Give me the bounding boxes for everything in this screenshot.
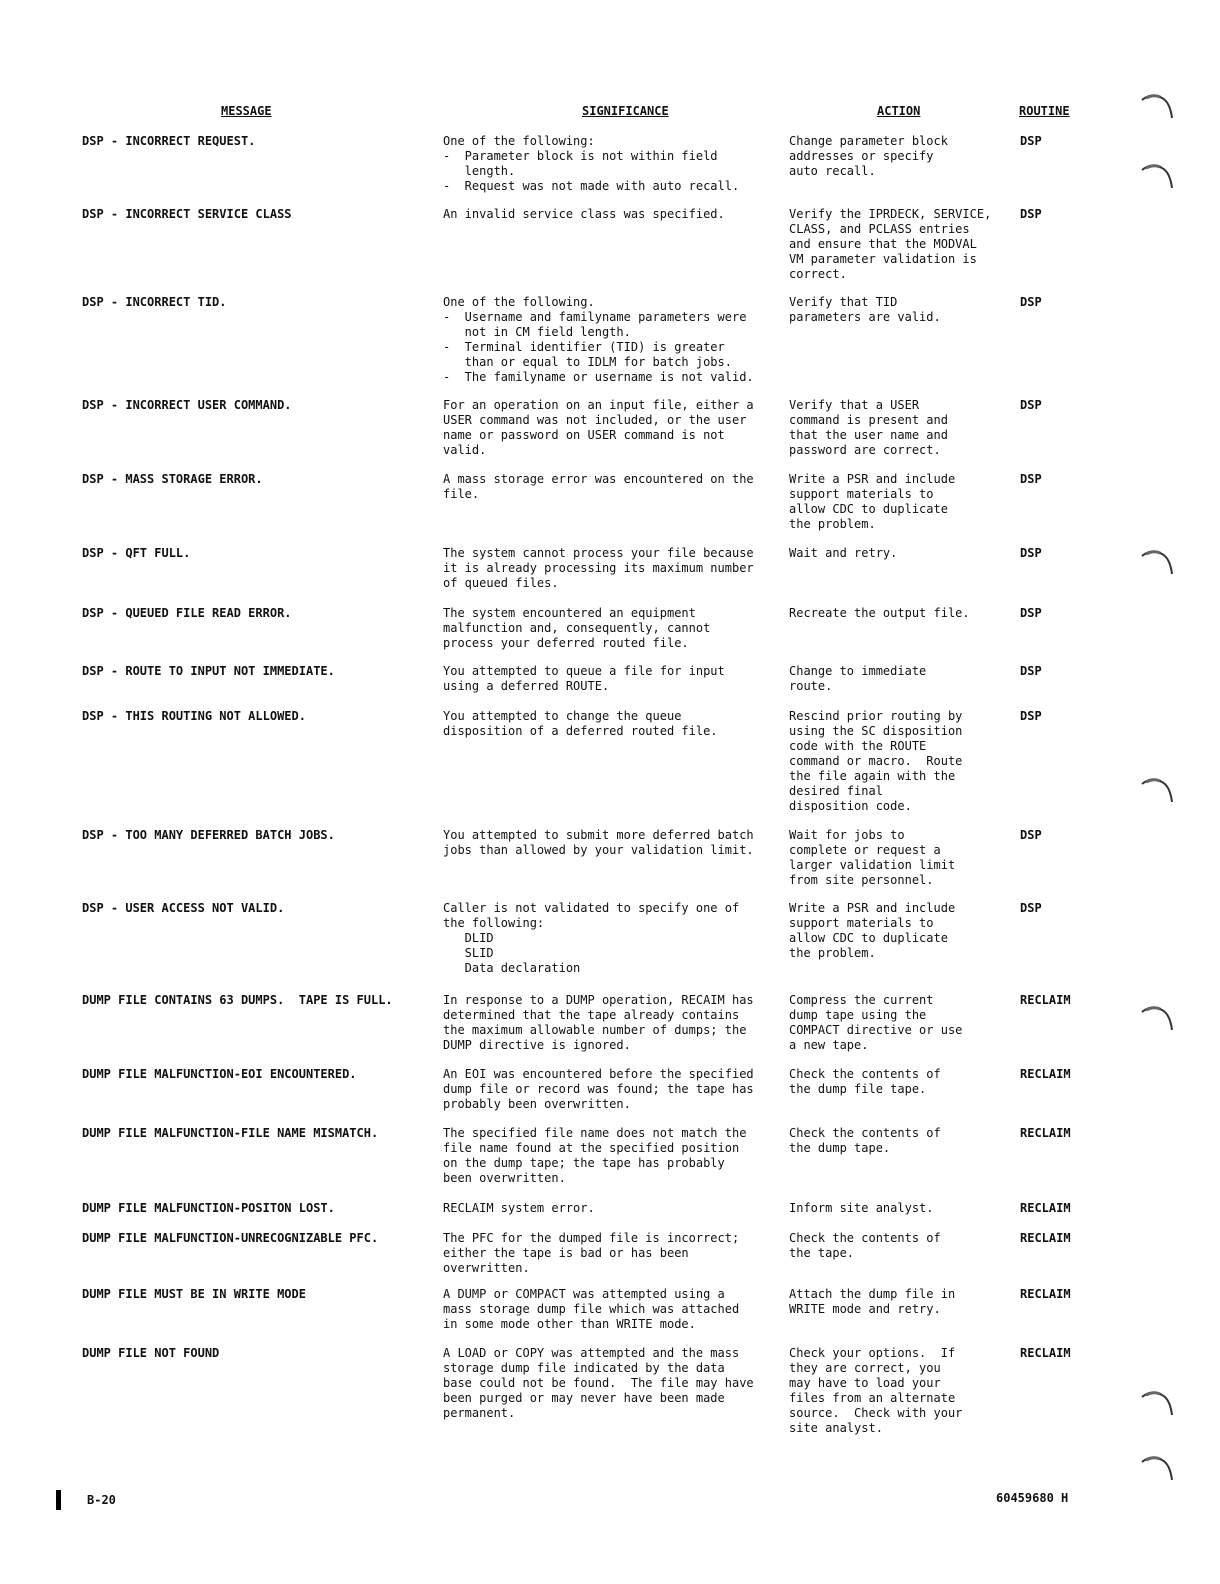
significance-line: One of the following.	[443, 295, 595, 309]
routine-column-header: ROUTINE	[1019, 104, 1070, 118]
routine-text: DSP	[1020, 901, 1042, 915]
action-line: that the user name and	[789, 428, 948, 442]
routine-text: RECLAIM	[1020, 1231, 1071, 1245]
significance-text	[443, 1067, 773, 1112]
action-text	[789, 709, 1004, 814]
significance-line: jobs than allowed by your validation limit.	[443, 843, 754, 857]
action-line: correct.	[789, 267, 847, 281]
action-line: Check the contents of	[789, 1231, 941, 1245]
message-column-header: MESSAGE	[221, 104, 272, 118]
action-line: Wait for jobs to	[789, 828, 905, 842]
routine-text: RECLAIM	[1020, 1201, 1071, 1215]
message-text: DUMP FILE MALFUNCTION-POSITON LOST.	[82, 1201, 335, 1215]
binder-mark-icon	[1138, 158, 1178, 198]
action-text	[789, 993, 1004, 1053]
routine-text: RECLAIM	[1020, 1067, 1071, 1081]
significance-line: using a deferred ROUTE.	[443, 679, 610, 693]
significance-line: - The familyname or username is not valid.	[443, 370, 754, 384]
action-text	[789, 134, 1004, 179]
change-bar	[56, 1490, 61, 1510]
action-line: desired final	[789, 784, 883, 798]
action-line: CLASS, and PCLASS entries	[789, 222, 970, 236]
routine-text: DSP	[1020, 134, 1042, 148]
significance-line: on the dump tape; the tape has probably	[443, 1156, 725, 1170]
action-line: Check the contents of	[789, 1126, 941, 1140]
routine-text: DSP	[1020, 207, 1042, 221]
routine-text: DSP	[1020, 398, 1042, 412]
significance-line: RECLAIM system error.	[443, 1201, 595, 1215]
action-text	[789, 1067, 1004, 1097]
significance-text	[443, 1231, 773, 1276]
message-text: DSP - INCORRECT USER COMMAND.	[82, 398, 292, 412]
document-number: 60459680 H	[996, 1491, 1069, 1505]
action-text	[789, 1231, 1004, 1261]
significance-line: the following:	[443, 916, 545, 930]
significance-column-header: SIGNIFICANCE	[582, 104, 669, 118]
action-line: the tape.	[789, 1246, 855, 1260]
significance-text	[443, 606, 773, 651]
action-line: from site personnel.	[789, 873, 934, 887]
significance-line: For an operation on an input file, either a	[443, 398, 754, 412]
significance-line: file name found at the specified position	[443, 1141, 740, 1155]
action-line: the problem.	[789, 517, 876, 531]
binder-mark-icon	[1138, 1385, 1178, 1425]
significance-line: overwritten.	[443, 1261, 530, 1275]
significance-line: - Request was not made with auto recall.	[443, 179, 740, 193]
significance-line: The PFC for the dumped file is incorrect;	[443, 1231, 740, 1245]
significance-line: length.	[443, 164, 516, 178]
significance-line: DLID	[443, 931, 494, 945]
action-line: Check your options. If	[789, 1346, 956, 1360]
message-text: DSP - ROUTE TO INPUT NOT IMMEDIATE.	[82, 664, 335, 678]
action-text	[789, 1287, 1004, 1317]
significance-line: The specified file name does not match the	[443, 1126, 747, 1140]
significance-line: You attempted to change the queue	[443, 709, 682, 723]
significance-text	[443, 1287, 773, 1332]
significance-line: of queued files.	[443, 576, 559, 590]
significance-line: mass storage dump file which was attached	[443, 1302, 740, 1316]
action-line: Change parameter block	[789, 134, 948, 148]
action-line: and ensure that the MODVAL	[789, 237, 977, 251]
action-line: Compress the current	[789, 993, 934, 1007]
routine-text: DSP	[1020, 472, 1042, 486]
message-text: DUMP FILE MALFUNCTION-EOI ENCOUNTERED.	[82, 1067, 357, 1081]
action-text	[789, 828, 1004, 888]
significance-text	[443, 993, 773, 1053]
action-line: addresses or specify	[789, 149, 934, 163]
routine-text: DSP	[1020, 709, 1042, 723]
significance-line: probably been overwritten.	[443, 1097, 631, 1111]
action-text	[789, 664, 1004, 694]
action-line: Attach the dump file in	[789, 1287, 956, 1301]
message-text: DSP - INCORRECT TID.	[82, 295, 227, 309]
message-text: DUMP FILE MALFUNCTION-FILE NAME MISMATCH.	[82, 1126, 379, 1140]
action-line: code with the ROUTE	[789, 739, 927, 753]
action-line: Change to immediate	[789, 664, 927, 678]
significance-line: been purged or may never have been made	[443, 1391, 725, 1405]
action-line: Verify that TID	[789, 295, 898, 309]
message-text: DUMP FILE NOT FOUND	[82, 1346, 220, 1360]
message-text: DUMP FILE MUST BE IN WRITE MODE	[82, 1287, 306, 1301]
routine-text: RECLAIM	[1020, 1287, 1071, 1301]
action-line: larger validation limit	[789, 858, 956, 872]
action-line: Write a PSR and include	[789, 472, 956, 486]
significance-line: DUMP directive is ignored.	[443, 1038, 631, 1052]
action-line: disposition code.	[789, 799, 912, 813]
action-text	[789, 1126, 1004, 1156]
significance-line: You attempted to submit more deferred batch	[443, 828, 754, 842]
significance-line: The system encountered an equipment	[443, 606, 696, 620]
significance-line: An invalid service class was specified.	[443, 207, 725, 221]
action-line: command or macro. Route	[789, 754, 963, 768]
action-line: COMPACT directive or use	[789, 1023, 963, 1037]
binder-mark-icon	[1138, 88, 1178, 128]
significance-line: USER command was not included, or the user	[443, 413, 747, 427]
binder-mark-icon	[1138, 1450, 1178, 1490]
action-line: Rescind prior routing by	[789, 709, 963, 723]
significance-line: than or equal to IDLM for batch jobs.	[443, 355, 732, 369]
action-line: auto recall.	[789, 164, 876, 178]
significance-line: An EOI was encountered before the specified	[443, 1067, 754, 1081]
significance-line: base could not be found. The file may have	[443, 1376, 754, 1390]
significance-line: In response to a DUMP operation, RECAIM has	[443, 993, 754, 1007]
significance-line: permanent.	[443, 1406, 516, 1420]
significance-line: storage dump file indicated by the data	[443, 1361, 725, 1375]
message-text: DSP - INCORRECT REQUEST.	[82, 134, 256, 148]
page-number: B-20	[87, 1493, 116, 1507]
action-line: the dump tape.	[789, 1141, 891, 1155]
significance-line: not in CM field length.	[443, 325, 631, 339]
action-line: password are correct.	[789, 443, 941, 457]
action-line: allow CDC to duplicate	[789, 931, 948, 945]
significance-text	[443, 207, 773, 222]
significance-line: - Parameter block is not within field	[443, 149, 718, 163]
action-line: files from an alternate	[789, 1391, 956, 1405]
routine-text: DSP	[1020, 546, 1042, 560]
significance-text	[443, 901, 773, 976]
action-line: Verify the IPRDECK, SERVICE,	[789, 207, 992, 221]
action-line: Verify that a USER	[789, 398, 920, 412]
action-line: Wait and retry.	[789, 546, 898, 560]
significance-text	[443, 1126, 773, 1186]
action-text	[789, 546, 1004, 561]
significance-line: the maximum allowable number of dumps; the	[443, 1023, 747, 1037]
action-text	[789, 295, 1004, 325]
significance-text	[443, 134, 773, 194]
significance-text	[443, 398, 773, 458]
significance-text	[443, 828, 773, 858]
significance-line: been overwritten.	[443, 1171, 566, 1185]
significance-line: determined that the tape already contains	[443, 1008, 740, 1022]
action-line: Check the contents of	[789, 1067, 941, 1081]
action-line: support materials to	[789, 916, 934, 930]
action-line: site analyst.	[789, 1421, 883, 1435]
significance-line: Data declaration	[443, 961, 581, 975]
action-line: VM parameter validation is	[789, 252, 977, 266]
significance-line: disposition of a deferred routed file.	[443, 724, 718, 738]
message-text: DSP - MASS STORAGE ERROR.	[82, 472, 263, 486]
significance-text	[443, 472, 773, 502]
action-text	[789, 1346, 1004, 1436]
significance-line: process your deferred routed file.	[443, 636, 689, 650]
action-column-header: ACTION	[877, 104, 921, 118]
significance-text	[443, 1201, 773, 1216]
action-text	[789, 472, 1004, 532]
significance-line: The system cannot process your file because	[443, 546, 754, 560]
action-line: Inform site analyst.	[789, 1201, 934, 1215]
binder-mark-icon	[1138, 544, 1178, 584]
message-text: DSP - TOO MANY DEFERRED BATCH JOBS.	[82, 828, 335, 842]
action-line: using the SC disposition	[789, 724, 963, 738]
action-line: complete or request a	[789, 843, 941, 857]
action-line: route.	[789, 679, 833, 693]
routine-text: DSP	[1020, 664, 1042, 678]
significance-line: You attempted to queue a file for input	[443, 664, 725, 678]
action-line: support materials to	[789, 487, 934, 501]
action-line: the dump file tape.	[789, 1082, 927, 1096]
significance-text	[443, 295, 773, 385]
significance-line: in some mode other than WRITE mode.	[443, 1317, 696, 1331]
significance-text	[443, 664, 773, 694]
routine-text: RECLAIM	[1020, 1126, 1071, 1140]
message-text: DSP - QFT FULL.	[82, 546, 191, 560]
significance-line: it is already processing its maximum number	[443, 561, 754, 575]
binder-mark-icon	[1138, 1000, 1178, 1040]
action-line: Recreate the output file.	[789, 606, 970, 620]
significance-line: - Username and familyname parameters were	[443, 310, 747, 324]
significance-line: file.	[443, 487, 480, 501]
significance-line: valid.	[443, 443, 487, 457]
action-text	[789, 1201, 1004, 1216]
action-line: the problem.	[789, 946, 876, 960]
action-line: Write a PSR and include	[789, 901, 956, 915]
routine-text: DSP	[1020, 606, 1042, 620]
message-text: DSP - THIS ROUTING NOT ALLOWED.	[82, 709, 306, 723]
action-line: may have to load your	[789, 1376, 941, 1390]
message-text: DSP - INCORRECT SERVICE CLASS	[82, 207, 292, 221]
routine-text: DSP	[1020, 295, 1042, 309]
significance-line: A mass storage error was encountered on the	[443, 472, 754, 486]
action-line: the file again with the	[789, 769, 956, 783]
message-text: DSP - QUEUED FILE READ ERROR.	[82, 606, 292, 620]
significance-line: dump file or record was found; the tape has	[443, 1082, 754, 1096]
significance-text	[443, 1346, 773, 1421]
significance-line: A LOAD or COPY was attempted and the mass	[443, 1346, 740, 1360]
significance-line: - Terminal identifier (TID) is greater	[443, 340, 725, 354]
action-line: dump tape using the	[789, 1008, 927, 1022]
action-text	[789, 207, 1004, 282]
binder-mark-icon	[1138, 772, 1178, 812]
routine-text: DSP	[1020, 828, 1042, 842]
action-line: parameters are valid.	[789, 310, 941, 324]
action-line: source. Check with your	[789, 1406, 963, 1420]
action-line: command is present and	[789, 413, 948, 427]
significance-line: Caller is not validated to specify one of	[443, 901, 740, 915]
significance-line: SLID	[443, 946, 494, 960]
significance-line: One of the following:	[443, 134, 595, 148]
significance-line: either the tape is bad or has been	[443, 1246, 689, 1260]
significance-line: malfunction and, consequently, cannot	[443, 621, 711, 635]
routine-text: RECLAIM	[1020, 1346, 1071, 1360]
action-line: a new tape.	[789, 1038, 869, 1052]
action-line: allow CDC to duplicate	[789, 502, 948, 516]
action-text	[789, 398, 1004, 458]
message-text: DUMP FILE CONTAINS 63 DUMPS. TAPE IS FULL.	[82, 993, 393, 1007]
significance-text	[443, 546, 773, 591]
action-text	[789, 901, 1004, 961]
message-text: DSP - USER ACCESS NOT VALID.	[82, 901, 285, 915]
significance-line: A DUMP or COMPACT was attempted using a	[443, 1287, 725, 1301]
message-text: DUMP FILE MALFUNCTION-UNRECOGNIZABLE PFC.	[82, 1231, 379, 1245]
action-text	[789, 606, 1004, 621]
routine-text: RECLAIM	[1020, 993, 1071, 1007]
significance-text	[443, 709, 773, 739]
action-line: WRITE mode and retry.	[789, 1302, 941, 1316]
significance-line: name or password on USER command is not	[443, 428, 725, 442]
action-line: they are correct, you	[789, 1361, 941, 1375]
